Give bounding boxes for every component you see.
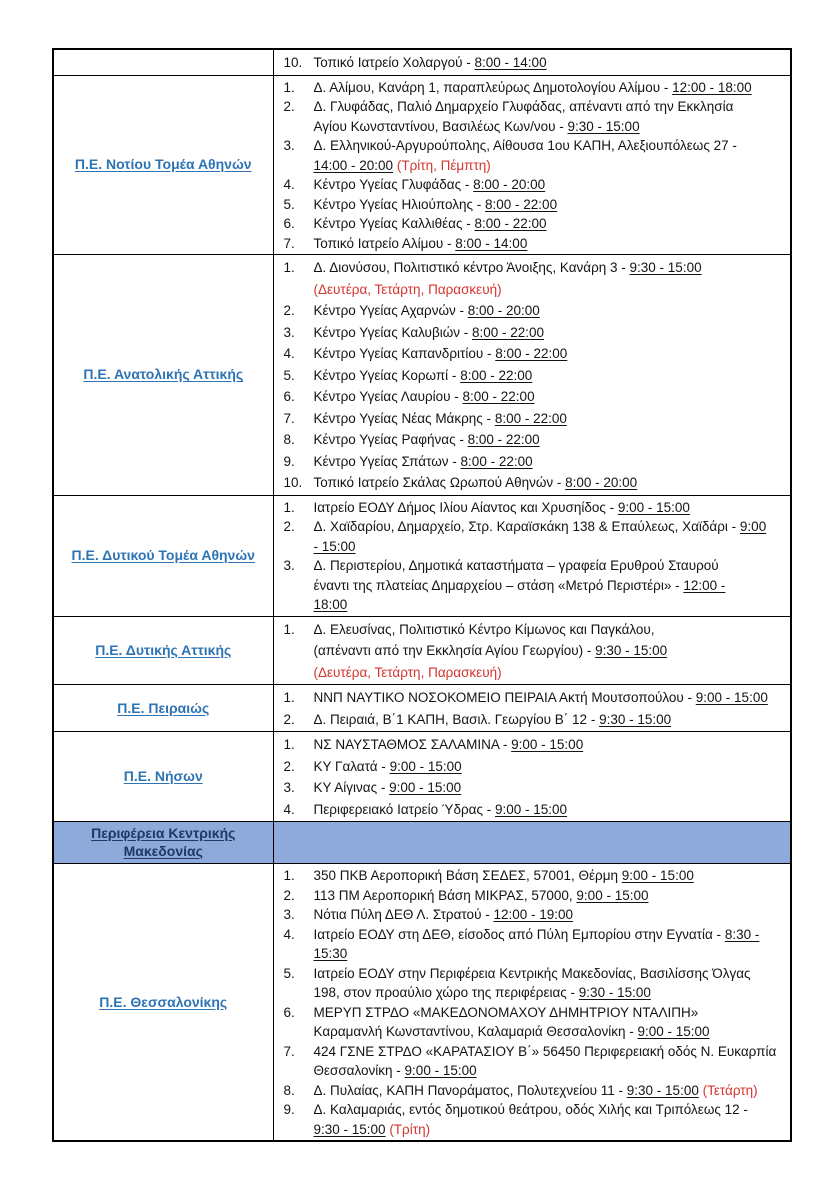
item-hours: 8:00 - 14:00: [455, 235, 528, 251]
item-number: 8.: [283, 1082, 295, 1098]
item-number: 6.: [283, 1004, 295, 1020]
region-link[interactable]: Π.Ε. Δυτικής Αττικής: [95, 641, 232, 658]
item-text: Κέντρο Υγείας Καπανδριτίου -: [313, 346, 496, 361]
item-hours: 9:00 - 15:00: [494, 801, 568, 817]
item-hours: 8:00 - 14:00: [474, 55, 547, 70]
schedule-item: [284, 556, 787, 615]
schedule-item: [284, 365, 787, 387]
item-number: 3.: [283, 138, 295, 153]
region-link[interactable]: Π.Ε. Πειραιώς: [117, 699, 210, 716]
item-text: έναντι της πλατείας Δημαρχείου – στάση «Μετρό Περιστέρι» -: [313, 577, 684, 593]
item-body: [314, 300, 787, 322]
item-text: ΝΣ ΝΑΥΣΤΑΘΜΟΣ ΣΑΛΑΜΙΝΑ -: [313, 737, 512, 752]
item-body: [314, 214, 787, 234]
schedule-table-body: [53, 49, 791, 1141]
item-hours: 18:00: [313, 597, 348, 612]
schedule-item: [284, 322, 787, 344]
schedule-item: [284, 1081, 787, 1101]
item-hours: 9:30 - 15:00: [578, 985, 651, 1000]
item-hours: 9:00 - 15:00: [511, 737, 584, 752]
section-header-label: Περιφέρεια Κεντρικής Μακεδονίας: [91, 825, 236, 859]
item-days-note: (Τρίτη, Πέμπτη): [393, 157, 491, 173]
schedule-item: [284, 234, 787, 254]
schedule-item: [284, 756, 787, 778]
item-text: Ιατρείο ΕΟΔΥ στην Περιφέρεια Κεντρικής Μακεδονίας, Βασιλίσσης Όλγας: [313, 965, 751, 981]
items-cell: [273, 616, 791, 685]
schedule-item: [284, 517, 787, 556]
schedule-item: [284, 905, 787, 925]
item-text: Δ. Ελευσίνας, Πολιτιστικό Κέντρο Κίμωνος και Παγκάλου,: [313, 621, 655, 637]
item-number: 5.: [283, 965, 295, 981]
item-text: 424 ΓΣΝΕ ΣΤΡΔΟ «ΚΑΡΑΤΑΣΙΟΥ Β΄» 56450 Περιφερειακή οδός Ν. Ευκαρπία: [313, 1043, 777, 1059]
item-body: [314, 1081, 787, 1101]
item-body: [314, 799, 787, 821]
item-hours: 9:00 - 15:00: [576, 887, 649, 903]
item-days-note: (Δευτέρα, Τετάρτη, Παρασκευή): [313, 664, 502, 680]
item-number: 7.: [283, 410, 295, 426]
region-link[interactable]: Π.Ε. Ανατολικής Αττικής: [83, 366, 244, 383]
items-cell: [273, 732, 791, 822]
item-hours: 8:00 - 22:00: [460, 453, 533, 469]
item-hours: 9:30 - 15:00: [595, 643, 668, 658]
item-hours: 9:00 - 15:00: [637, 1024, 710, 1039]
schedule-item: [284, 175, 787, 195]
item-body: [314, 905, 787, 925]
item-hours: 12:00 - 18:00: [672, 79, 752, 95]
item-hours: 8:00 - 20:00: [565, 475, 638, 490]
item-body: [314, 687, 787, 709]
item-text: Ιατρείο ΕΟΔΥ Δήμος Ιλίου Αίαντος και Χρυσηίδος -: [313, 499, 618, 515]
item-hours: 8:00 - 22:00: [485, 196, 558, 212]
region-cell: [53, 49, 273, 75]
item-text: ΜΕΡΥΠ ΣΤΡΔΟ «ΜΑΚΕΔΟΝΟΜΑΧΟΥ ΔΗΜΗΤΡΙΟΥ ΝΤΑΛΙΠΗ»: [313, 1004, 699, 1020]
item-text: Κέντρο Υγείας Καλυβιών -: [313, 324, 472, 340]
item-body: [314, 619, 787, 684]
items-cell: [273, 255, 791, 496]
item-hours: 8:00 - 22:00: [462, 389, 535, 404]
item-number: 10.: [283, 475, 303, 490]
item-body: [314, 472, 787, 494]
schedule-item: [284, 136, 787, 175]
region-cell: [53, 732, 273, 822]
item-number: 6.: [283, 389, 295, 404]
item-hours: 9:00 - 15:00: [404, 1063, 477, 1078]
item-body: [314, 78, 787, 98]
item-hours: 9:30 - 15:00: [567, 118, 640, 134]
region-cell: [53, 685, 273, 732]
table-row: [53, 495, 791, 616]
item-body: [314, 451, 787, 473]
schedule-item: [284, 709, 787, 731]
item-number: 10.: [283, 55, 303, 70]
item-number: 6.: [283, 216, 295, 231]
table-row: [53, 685, 791, 732]
schedule-item: [284, 472, 787, 494]
schedule-item: [284, 777, 787, 799]
item-hours: 9:00 - 15:00: [617, 499, 690, 515]
item-number: 1.: [283, 499, 295, 515]
schedule-item: [284, 734, 787, 756]
item-text: Κέντρο Υγείας Κορωπί -: [313, 367, 461, 383]
item-hours: 8:00 - 22:00: [460, 367, 533, 383]
item-text: Τοπικό Ιατρείο Σκάλας Ωρωπού Αθηνών -: [313, 475, 566, 490]
item-text: Δ. Πειραιά, Β΄1 ΚΑΠΗ, Βασιλ. Γεωργίου Β΄ 12 -: [313, 711, 600, 727]
item-body: [314, 386, 787, 408]
item-hours: 8:00 - 22:00: [494, 410, 567, 426]
item-body: [314, 1003, 787, 1042]
table-row: [53, 616, 791, 685]
table-row: [53, 75, 791, 255]
item-body: [314, 365, 787, 387]
item-text: Καραμανλή Κωνσταντίνου, Καλαμαριά Θεσσαλονίκη -: [313, 1024, 638, 1039]
item-number: 4.: [283, 177, 295, 192]
item-number: 3.: [283, 324, 295, 340]
item-number: 2.: [283, 303, 295, 318]
region-link[interactable]: Π.Ε. Νήσων: [123, 768, 203, 784]
item-days-note: (Δευτέρα, Τετάρτη, Παρασκευή): [313, 281, 502, 297]
item-hours: 12:00 -: [683, 577, 726, 593]
schedule-item: [284, 343, 787, 365]
item-number: 9.: [283, 1102, 295, 1117]
item-number: 5.: [283, 367, 295, 383]
item-text: Δ. Πυλαίας, ΚΑΠΗ Πανοράματος, Πολυτεχνείου 11 -: [313, 1082, 627, 1098]
item-body: [314, 777, 787, 799]
region-cell: [53, 255, 273, 496]
item-number: 7.: [283, 235, 295, 251]
item-number: 1.: [283, 260, 295, 275]
item-text: Δ. Καλαμαριάς, εντός δημοτικού θεάτρου, οδός Χιλής και Τριπόλεως 12 -: [313, 1102, 748, 1117]
table-row: [53, 49, 791, 75]
item-body: [314, 52, 787, 74]
item-number: 2.: [283, 887, 295, 903]
item-number: 2.: [283, 758, 295, 774]
schedule-item: [284, 429, 787, 451]
region-cell: [53, 616, 273, 685]
item-text: Κέντρο Υγείας Λαυρίου -: [313, 389, 463, 404]
region-cell: [53, 864, 273, 1142]
item-body: [314, 517, 787, 556]
item-text: Κέντρο Υγείας Νέας Μάκρης -: [313, 410, 495, 426]
schedule-table: [52, 48, 792, 1142]
schedule-item: [284, 1042, 787, 1081]
item-body: [314, 925, 787, 964]
schedule-item: [284, 408, 787, 430]
schedule-item: [284, 498, 787, 518]
item-text: Κέντρο Υγείας Ραφήνας -: [313, 432, 468, 447]
item-number: 4.: [283, 926, 295, 942]
item-body: [314, 408, 787, 430]
table-row: [53, 255, 791, 496]
item-body: [314, 756, 787, 778]
item-text: ΝΝΠ ΝΑΥΤΙΚΟ ΝΟΣΟΚΟΜΕΙΟ ΠΕΙΡΑΙΑ Ακτή Μουτσοπούλου -: [313, 690, 696, 705]
item-body: [314, 343, 787, 365]
item-body: [314, 556, 787, 615]
item-text: Δ. Διονύσου, Πολιτιστικό κέντρο Άνοιξης, Κανάρη 3 -: [313, 260, 630, 275]
items-cell: [273, 75, 791, 255]
section-header-row: [53, 822, 791, 864]
schedule-item: [284, 799, 787, 821]
item-hours: 8:00 - 22:00: [474, 216, 547, 231]
item-number: 1.: [283, 79, 295, 95]
schedule-item: [284, 214, 787, 234]
schedule-item: [284, 964, 787, 1003]
item-hours: 9:30 - 15:00: [599, 711, 672, 727]
item-text: Δ. Χαϊδαρίου, Δημαρχείο, Στρ. Καραϊσκάκη 138 & Επαύλεως, Χαϊδάρι -: [313, 519, 740, 534]
item-body: [314, 195, 787, 215]
items-cell: [273, 49, 791, 75]
item-text: Κέντρο Υγείας Γλυφάδας -: [313, 177, 474, 192]
item-hours: 9:30 - 15:00: [629, 260, 702, 275]
item-hours: 9:00: [739, 519, 767, 534]
schedule-item: [284, 619, 787, 684]
item-text: 350 ΠΚΒ Αεροπορική Βάση ΣΕΔΕΣ, 57001, Θέρμη: [313, 868, 622, 883]
item-body: [314, 234, 787, 254]
region-cell: [53, 75, 273, 255]
item-number: 1.: [283, 621, 295, 637]
schedule-item: [284, 687, 787, 709]
item-number: 3.: [283, 780, 295, 795]
item-text: Θεσσαλονίκη -: [313, 1063, 405, 1078]
item-number: 4.: [283, 346, 295, 361]
schedule-item: [284, 451, 787, 473]
item-number: 8.: [283, 432, 295, 447]
item-days-note: (Τρίτη): [385, 1121, 431, 1137]
item-text: Δ. Αλίμου, Κανάρη 1, παραπλεύρως Δημοτολογίου Αλίμου -: [313, 79, 673, 95]
item-text: (απέναντι από την Εκκλησία Αγίου Γεωργίου) -: [313, 643, 596, 658]
item-hours: 8:00 - 20:00: [467, 303, 540, 318]
item-text: Νότια Πύλη ΔΕΘ Λ. Στρατού -: [313, 907, 494, 922]
item-days-note: (Τετάρτη): [698, 1082, 758, 1098]
schedule-item: [284, 78, 787, 98]
schedule-item: [284, 1003, 787, 1042]
item-hours: 8:00 - 22:00: [495, 346, 568, 361]
item-body: [314, 886, 787, 906]
item-hours: 8:00 - 22:00: [467, 432, 540, 447]
schedule-item: [284, 886, 787, 906]
item-hours: 9:30 - 15:00: [626, 1082, 699, 1098]
item-text: ΚΥ Αίγινας -: [313, 780, 390, 795]
item-body: [314, 257, 787, 300]
item-text: Αγίου Κωνσταντίνου, Βασιλέως Κων/νου -: [313, 118, 568, 134]
region-cell: [53, 495, 273, 616]
items-cell: [273, 822, 791, 864]
region-link[interactable]: Π.Ε. Δυτικού Τομέα Αθηνών: [71, 547, 255, 563]
item-hours: 15:30: [313, 946, 348, 961]
item-hours: 9:00 - 15:00: [695, 690, 768, 705]
item-body: [314, 97, 787, 136]
schedule-item: [284, 1100, 787, 1139]
item-text: Κέντρο Υγείας Ηλιούπολης -: [313, 196, 486, 212]
item-text: ΚΥ Γαλατά -: [313, 758, 390, 774]
item-text: Δ. Περιστερίου, Δημοτικά καταστήματα – γραφεία Ερυθρού Σταυρού: [313, 558, 719, 573]
item-hours: 8:00 - 20:00: [473, 177, 546, 192]
item-hours: 9:00 - 15:00: [621, 868, 694, 883]
item-text: Δ. Ελληνικού-Αργυρούπολης, Αίθουσα 1ου ΚΑΠΗ, Αλεξιουπόλεως 27 -: [313, 138, 737, 153]
item-hours: 9:00 - 15:00: [389, 758, 462, 774]
item-hours: 8:00 - 22:00: [472, 324, 545, 340]
item-text: Κέντρο Υγείας Αχαρνών -: [313, 303, 468, 318]
schedule-item: [284, 195, 787, 215]
table-row: [53, 732, 791, 822]
item-hours: 8:30 -: [724, 926, 760, 942]
item-number: 1.: [283, 737, 295, 752]
item-body: [314, 709, 787, 731]
item-number: 2.: [283, 519, 295, 534]
item-body: [314, 964, 787, 1003]
item-text: 113 ΠΜ Αεροπορική Βάση ΜΙΚΡΑΣ, 57000,: [313, 887, 577, 903]
schedule-item: [284, 52, 787, 74]
item-number: 4.: [283, 801, 295, 817]
item-hours: - 15:00: [313, 538, 356, 554]
item-number: 2.: [283, 99, 295, 114]
item-text: Δ. Γλυφάδας, Παλιό Δημαρχείο Γλυφάδας, απέναντι από την Εκκλησία: [313, 99, 734, 114]
region-link[interactable]: Π.Ε. Θεσσαλονίκης: [99, 993, 228, 1010]
schedule-item: [284, 300, 787, 322]
item-text: Κέντρο Υγείας Σπάτων -: [313, 453, 461, 469]
item-body: [314, 734, 787, 756]
item-number: 2.: [283, 711, 295, 727]
item-hours: 9:30 - 15:00: [313, 1121, 386, 1137]
item-body: [314, 866, 787, 886]
item-hours: 9:00 - 15:00: [389, 780, 462, 795]
item-number: 3.: [283, 907, 295, 922]
schedule-item: [284, 866, 787, 886]
item-body: [314, 429, 787, 451]
item-number: 3.: [283, 558, 295, 573]
item-text: Περιφερειακό Ιατρείο Ύδρας -: [313, 801, 495, 817]
item-hours: 14:00 - 20:00: [313, 157, 394, 173]
items-cell: [273, 685, 791, 732]
item-number: 1.: [283, 868, 295, 883]
item-number: 1.: [283, 690, 295, 705]
item-hours: 12:00 - 19:00: [493, 907, 574, 922]
item-body: [314, 322, 787, 344]
region-link[interactable]: Π.Ε. Νοτίου Τομέα Αθηνών: [74, 156, 252, 173]
schedule-item: [284, 257, 787, 300]
schedule-item: [284, 97, 787, 136]
item-body: [314, 175, 787, 195]
item-number: 9.: [283, 453, 295, 469]
item-text: Κέντρο Υγείας Καλλιθέας -: [313, 216, 475, 231]
schedule-item: [284, 925, 787, 964]
items-cell: [273, 864, 791, 1142]
region-cell: [53, 822, 273, 864]
item-text: Τοπικό Ιατρείο Χολαργού -: [313, 55, 475, 70]
item-body: [314, 136, 787, 175]
item-body: [314, 498, 787, 518]
item-body: [314, 1100, 787, 1139]
table-row: [53, 864, 791, 1142]
item-text: Τοπικό Ιατρείο Αλίμου -: [313, 235, 456, 251]
item-body: [314, 1042, 787, 1081]
items-cell: [273, 495, 791, 616]
item-number: 5.: [283, 196, 295, 212]
schedule-item: [284, 386, 787, 408]
item-text: 198, στον προαύλιο χώρο της περιφέρειας -: [313, 985, 579, 1000]
item-text: Ιατρείο ΕΟΔΥ στη ΔΕΘ, είσοδος από Πύλη Εμπορίου στην Εγνατία -: [313, 926, 725, 942]
item-number: 7.: [283, 1043, 295, 1059]
